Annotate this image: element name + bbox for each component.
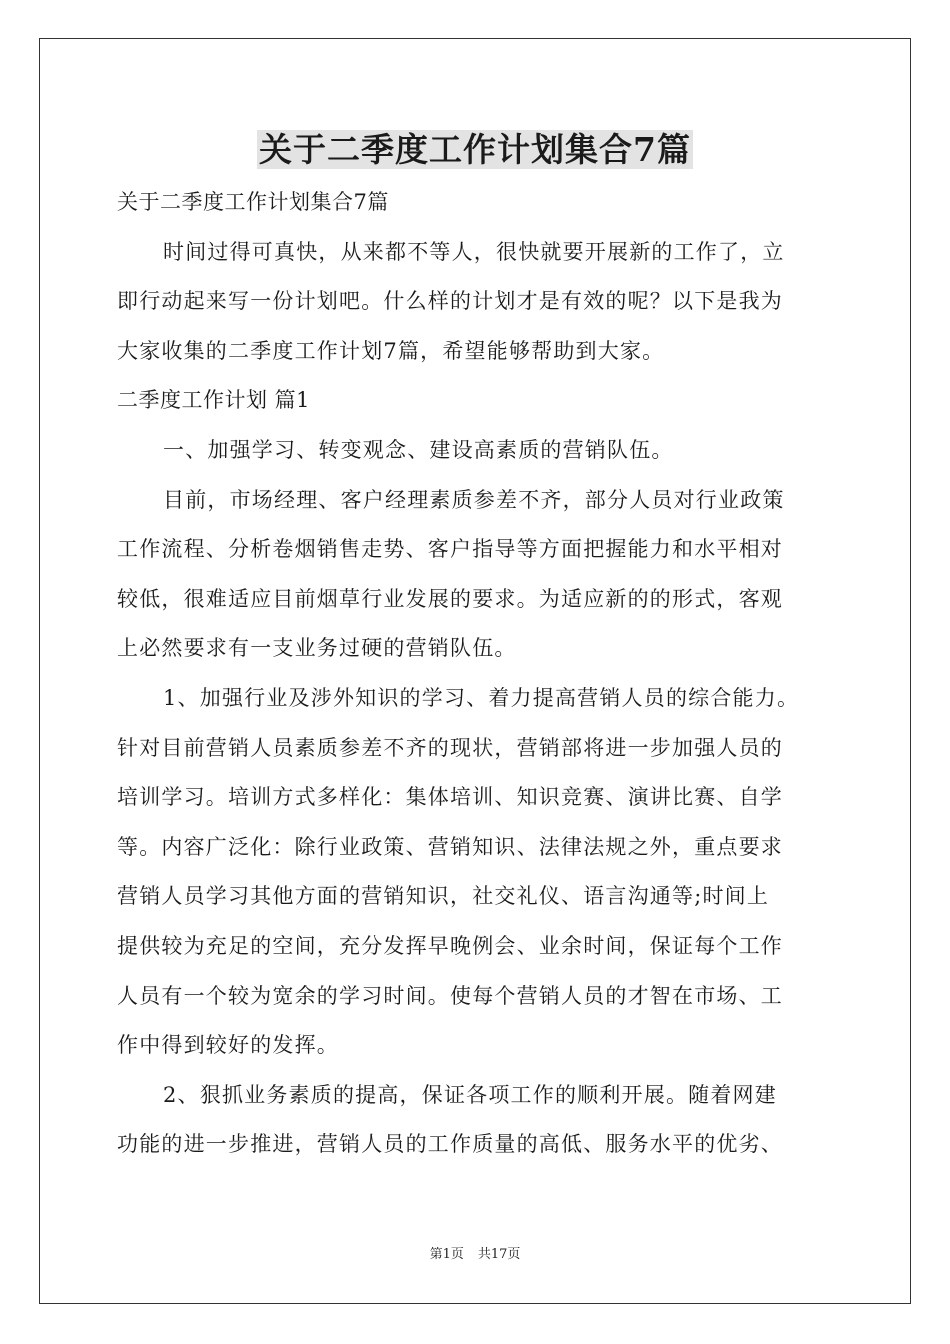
page-footer (0, 1246, 950, 1264)
text-line: 针对目前营销人员素质参差不齐的现状，营销部将进一步加强人员的 (117, 735, 783, 760)
document-title (0, 128, 950, 172)
page-number: 第1页 (429, 1247, 464, 1262)
document-title-text: 关于二季度工作计划集合7篇 (259, 130, 691, 169)
text-line: 2、狠抓业务素质的提高，保证各项工作的顺利开展。随着网建 (163, 1082, 777, 1107)
text-line: 一、加强学习、转变观念、建设高素质的营销队伍。 (163, 437, 674, 462)
text-line: 较低，很难适应目前烟草行业发展的要求。为适应新的的形式，客观 (117, 586, 783, 611)
text-line: 营销人员学习其他方面的营销知识，社交礼仪、语言沟通等;时间上 (117, 884, 770, 909)
text-line: 工作流程、分析卷烟销售走势、客户指导等方面把握能力和水平相对 (117, 537, 783, 562)
text-line: 人员有一个较为宽余的学习时间。使每个营销人员的才智在市场、工 (117, 983, 783, 1008)
text-line: 培训学习。培训方式多样化：集体培训、知识竞赛、演讲比赛、自学 (117, 785, 783, 810)
text-line: 时间过得可真快，从来都不等人，很快就要开展新的工作了，立 (163, 239, 785, 264)
text-line: 1、加强行业及涉外知识的学习、着力提高营销人员的综合能力。 (163, 685, 800, 710)
section-heading: 二季度工作计划 篇1 (117, 388, 311, 413)
text-line: 大家收集的二季度工作计划7篇，希望能够帮助到大家。 (117, 338, 665, 363)
text-line: 等。内容广泛化：除行业政策、营销知识、法律法规之外，重点要求 (117, 834, 783, 859)
document-body (117, 178, 837, 1170)
text-line: 目前，市场经理、客户经理素质参差不齐，部分人员对行业政策 (163, 487, 785, 512)
text-line: 即行动起来写一份计划吧。什么样的计划才是有效的呢？以下是我为 (117, 289, 783, 314)
text-line: 作中得到较好的发挥。 (117, 1033, 339, 1058)
text-line: 上必然要求有一支业务过硬的营销队伍。 (117, 636, 517, 661)
page-total: 共17页 (477, 1247, 521, 1262)
section-heading: 关于二季度工作计划集合7篇 (117, 190, 389, 214)
text-line: 提供较为充足的空间，充分发挥早晚例会、业余时间，保证每个工作 (117, 933, 783, 958)
text-line: 功能的进一步推进，营销人员的工作质量的高低、服务水平的优劣、 (117, 1132, 783, 1157)
